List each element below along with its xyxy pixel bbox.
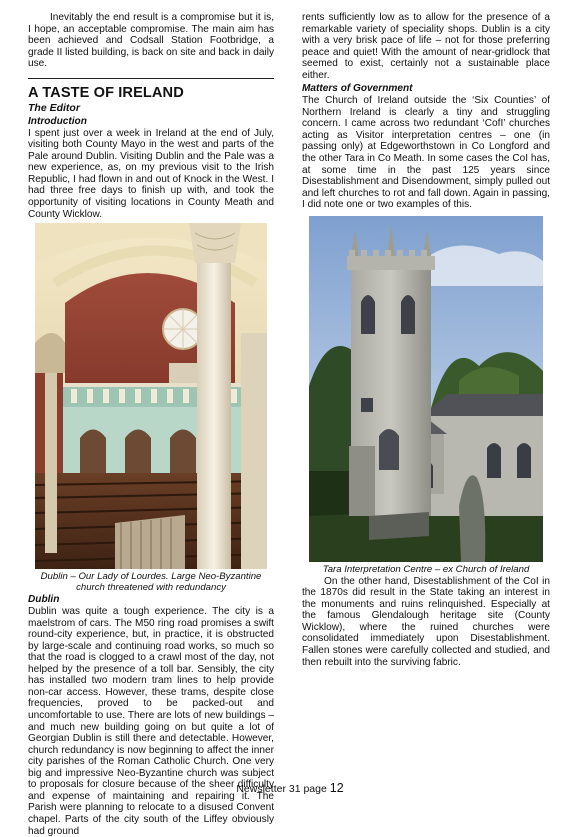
section-heading-government: Matters of Government — [302, 83, 413, 95]
page-number: 12 — [329, 781, 344, 795]
church-interior-image — [35, 223, 267, 569]
article-title: A TASTE OF IRELAND — [28, 84, 184, 101]
section-heading-introduction: Introduction — [28, 115, 87, 127]
photo-dublin-church-interior — [35, 223, 267, 569]
photo-caption-dublin: Dublin – Our Lady of Lourdes. Large Neo-Byzantine church threatened with redundancy — [40, 571, 262, 594]
section-text-dublin: Dublin was quite a tough experience. The city is a maelstrom of cars. The M50 ring road promises a swift round-city experience, but, in practice, it is obstructed by large-scale and continuing road works, so much so that the road is clogged to a crawl most of the day, not helped by the presence of a toll bar. Sensibly, the city has installed two modern tram lines to help provide non-car access. However, these trams, despite close frequencies, proved to be packed-out and uncomfortable to use. There are lots of new buildings – and much new building going on but quite a lot of Georgian Dublin is still there and detectable. However, church redundancy is now beginning to affect the inner city parishes of the Roman Catholic Church. One very big and impressive Neo-Byzantine church was subject to proposals for closure because of the sheer difficulty and expense of maintaining and repairing it. The Parish were planning to relocate to a disused Convent chapel. Parts of the city south of the Liffey obviously had ground — [28, 606, 274, 837]
section-text-introduction: I spent just over a week in Ireland at the end of July, visiting both County Mayo in the west and parts of the Pale around Dublin. Visiting Dublin and the Pale was a new experience, as, on my previous visit to the Irish Republic, I had flown in and out of Knock in the West. I had three free days to finish up with, and took the opportunity of visiting locations in County Meath and County Wicklow. — [28, 127, 274, 220]
left-column — [28, 12, 274, 837]
footer-label: Newsletter 31 page — [236, 783, 327, 795]
tara-church-image — [309, 216, 543, 562]
section-text-government: The Church of Ireland outside the ‘Six Counties’ of Northern Ireland is clearly a tiny and struggling concern. I came across two redundant ‘CofI’ churches acting as Visitor interpretation centres – one (in passing only) at Edgeworthstown in Co Longford and the other Tara in Co Meath. In some cases the CoI has, at some time in the past 125 years since Disestablishment and Disendowment, simply pulled out and left churches to rot and fall down. Again in passing, I did note one or two examples of this. — [302, 95, 550, 211]
photo-caption-tara: Tara Interpretation Centre – ex Church of Ireland — [322, 563, 530, 575]
photo-tara-church — [309, 216, 543, 562]
closing-text: On the other hand, Disestablishment of the CoI in the 1870s did result in the State taking an interest in the monuments and ruins relinquished. Especially at the famous Glendalough heritage site (County Wicklow), where the ruined churches were consolidated immediately upon Disestablishment. Fallen stones were carefully collected and studied, and then rebuilt into the surviving fabric. — [302, 575, 550, 668]
section-heading-dublin: Dublin — [28, 594, 60, 606]
article-divider — [28, 78, 274, 79]
dublin-text-continuation: rents sufficiently low as to allow for the presence of a remarkable variety of speciality shops. Dublin is a city with a very brisk pace of life – not for those preferring peace and quiet! With the amount of near-gridlock that seemed to exist, certainly not a sustainable place either. — [302, 12, 550, 81]
article-byline: The Editor — [28, 101, 80, 114]
previous-article-ending: Inevitably the end result is a compromise but it is, I hope, an acceptable compromise. The main aim has been achieved and Codsall Station Footbridge, a grade II listed building, is back on site and back in daily use. — [28, 12, 274, 70]
page-footer — [0, 781, 580, 795]
right-column — [302, 12, 550, 668]
